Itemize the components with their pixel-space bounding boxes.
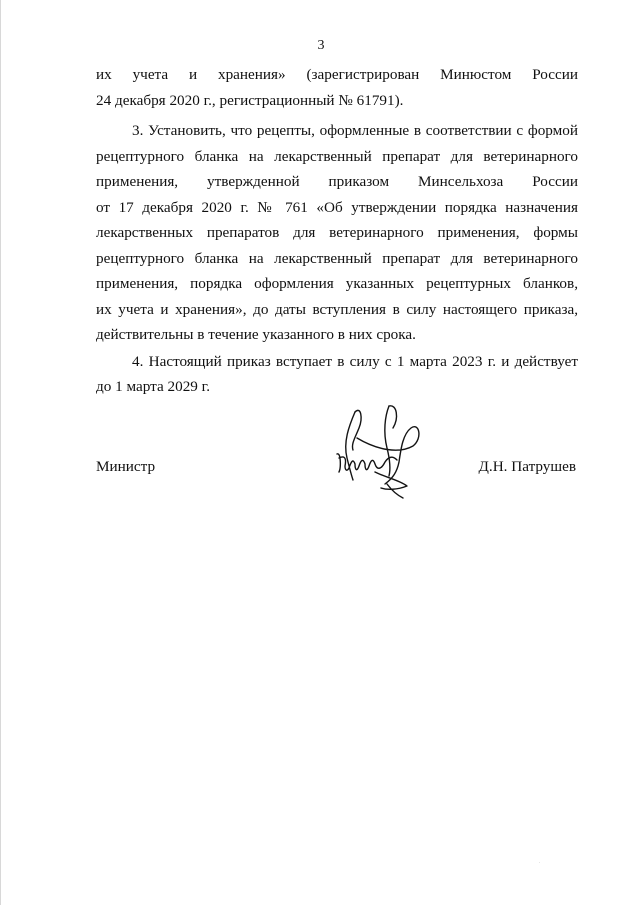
text-line: до 1 марта 2029 г.: [96, 378, 210, 395]
signatory-position: Министр: [96, 458, 156, 475]
text-line: 4. Настоящий приказ вступает в силу с 1 марта 2023 г. и действует: [132, 353, 578, 370]
page-number: 3: [317, 38, 325, 53]
scan-speck: [539, 862, 540, 863]
text-line: от 17 декабря 2020 г. № 761 «Об утверждении порядка назначения: [96, 199, 578, 216]
text-line: их учета и хранения» (зарегистрирован Минюстом России: [96, 66, 578, 83]
text-line: 24 декабря 2020 г., регистрационный № 61791).: [96, 92, 404, 109]
text-line: 3. Установить, что рецепты, оформленные в соответствии с формой: [132, 122, 578, 139]
text-line: рецептурного бланка на лекарственный препарат для ветеринарного: [96, 250, 578, 267]
text-line: их учета и хранения», до даты вступления в силу настоящего приказа,: [96, 301, 578, 318]
text-line: действительны в течение указанного в них срока.: [96, 326, 416, 343]
text-line: лекарственных препаратов для ветеринарного применения, формы: [96, 224, 578, 241]
text-line: рецептурного бланка на лекарственный препарат для ветеринарного: [96, 148, 578, 165]
text-line: применения, порядка оформления указанных рецептурных бланков,: [96, 275, 578, 292]
text-line: применения, утвержденной приказом Минсельхоза России: [96, 173, 578, 190]
handwritten-signature: [327, 398, 427, 504]
signatory-name: Д.Н. Патрушев: [478, 458, 576, 475]
